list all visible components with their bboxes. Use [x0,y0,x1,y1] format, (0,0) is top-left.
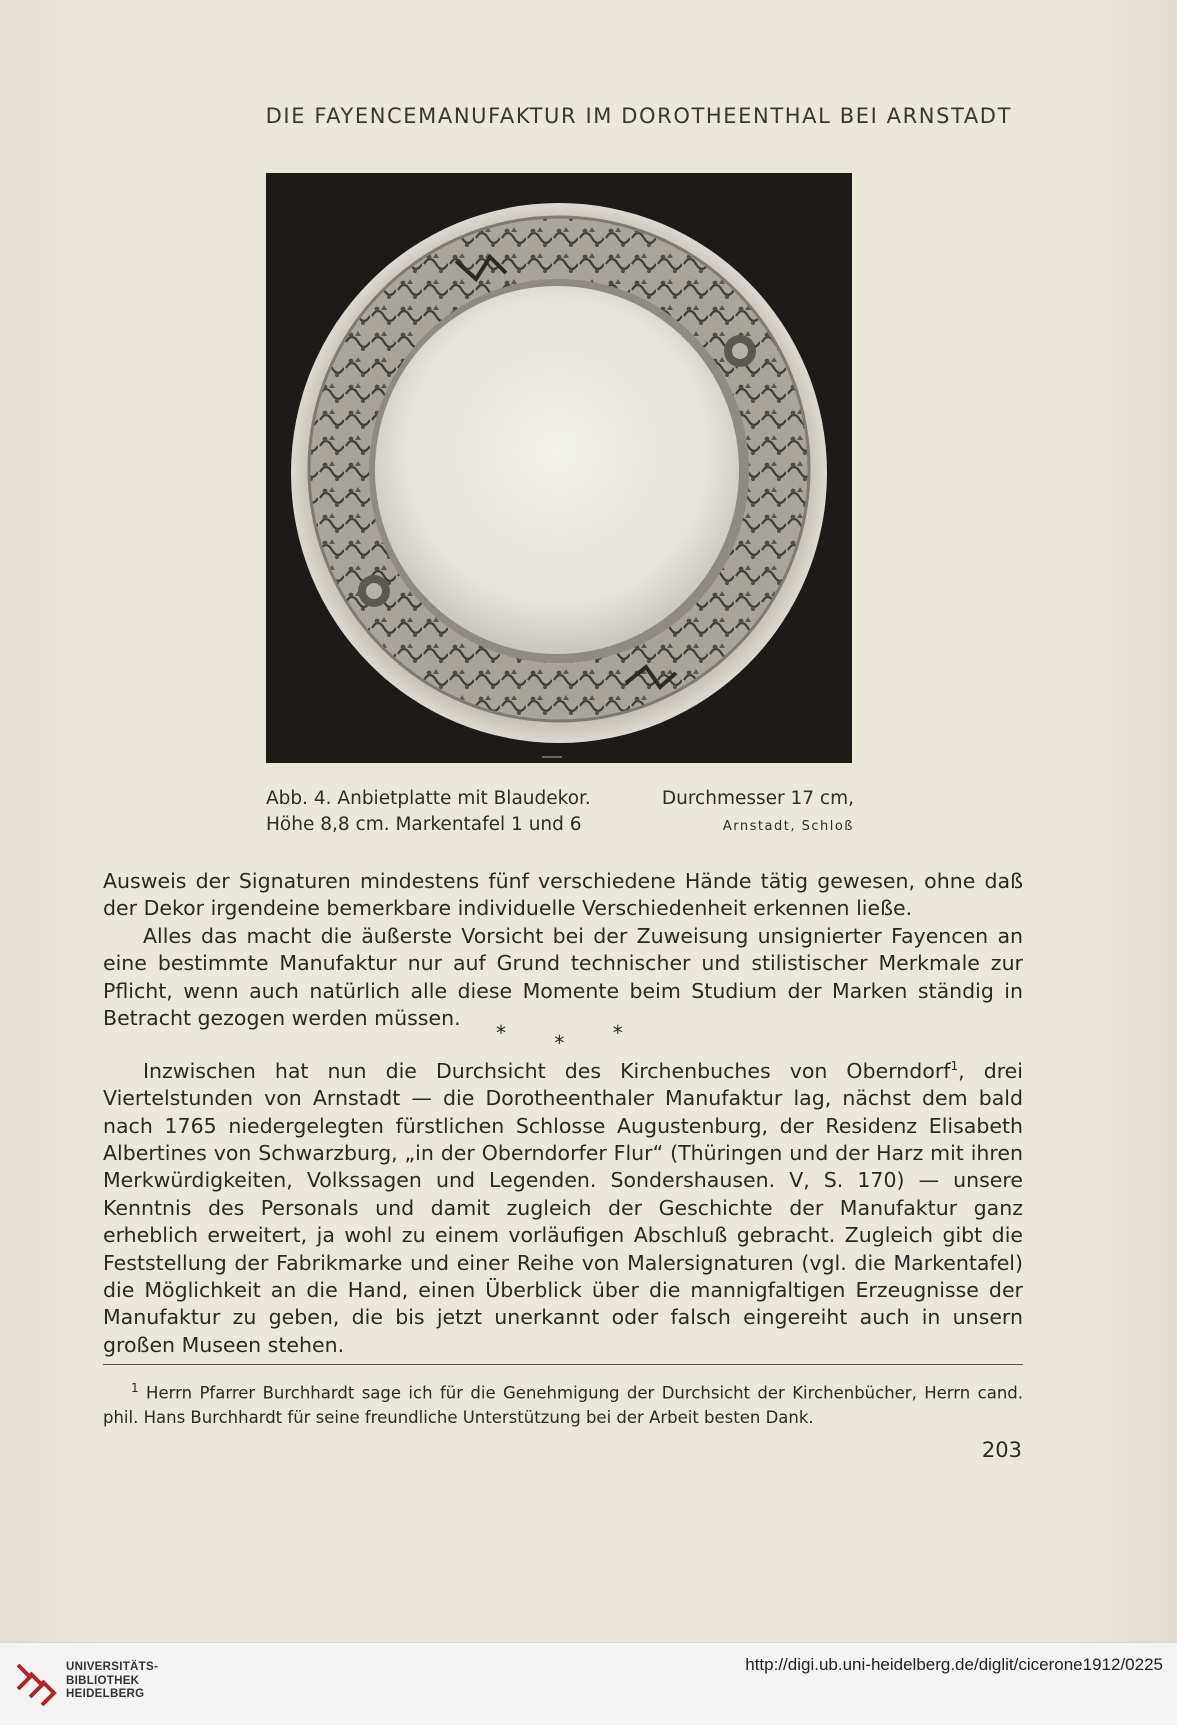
caption-location: Arnstadt, Schloß [722,819,854,834]
library-name-line: HEIDELBERG [66,1688,145,1700]
library-name [66,1661,158,1702]
caption-line2-left: Höhe 8,8 cm. Markentafel 1 und 6 [266,814,582,835]
caption-line1-left: Abb. 4. Anbietplatte mit Blaudekor. [266,788,591,809]
paragraph-3-start: Inzwischen hat nun die Durchsicht des Kirchenbuches von Oberndorf [143,1058,951,1083]
paragraph-3 [103,1053,1023,1359]
source-url-link[interactable]: http://digi.ub.uni-heidelberg.de/diglit/cicerone1912/0225 [745,1655,1163,1674]
footnote-rule [103,1364,1023,1365]
paragraph-1: Ausweis der Signaturen mindestens fünf verschiedene Hände tätig gewesen, ohne daß der Dekor irgendeine bemerkbare individuelle Verschiedenheit erkennen ließe. [103,869,1023,921]
body-text-continued [103,1053,1023,1359]
section-separator [496,1021,623,1055]
footnote-mark: 1 [131,1381,139,1395]
library-name-line: BIBLIOTHEK [66,1674,140,1687]
paragraph-2: Alles das macht die äußerste Vorsicht bei der Zuweisung unsignierter Fayencen an eine bestimmte Manufaktur nur auf Grund technischer und stilistischer Merkmale zur Pflicht, wenn auch natürlich alle diese Momente beim Studium der Marken ständig in Betracht gezogen werden müssen. [103,923,1023,1031]
asterisk: * [612,1021,623,1045]
asterisk: * [554,1031,565,1055]
asterisk: * [496,1021,506,1045]
footnote-reference[interactable]: 1 [950,1059,959,1073]
viewer-footer [0,1642,1177,1725]
footnote-body: Herrn Pfarrer Burchhardt sage ich für die Genehmigung der Durchsicht der Kirchenbücher, Herrn cand. phil. Hans Burchhardt für seine freundliche Unterstützung bei der Arbeit besten Dank. [103,1383,1023,1427]
figure-caption [266,786,854,838]
library-name-line: UNIVERSITÄTS- [66,1661,159,1673]
caption-line1-right: Durchmesser 17 cm, [661,788,854,809]
footnote-text [103,1376,1023,1430]
paragraph-3-rest: , drei Viertelstunden von Arnstadt — die Dorotheenthaler Manufaktur lag, nächst dem bald nach 1765 niedergelegten fürstlichen Schlosse Augustenburg, der Residenz Elisabeth Albertines von Schwarzburg, „in der Oberndorfer Flur“ (Thüringen und der Harz mit ihren Merkwürdigkeiten, Volkssagen und Legenden. Sondershausen. V, S. 170) — unsere Kenntnis des Personals und damit zugleich der Geschichte der Manufaktur ganz erheblich erweitert, ja wohl zu einem vorläufigen Abschluß gebracht. Zugleich gibt die Feststellung der Fabrikmarke und einer Reihe von Malersignaturen (vgl. die Markentafel) die Möglichkeit an die Hand, einen Überblick über die mannigfaltigen Erzeugnisse der Manufaktur zu geben, die bis jetzt unerkannt oder falsch eingereiht auch in unsern großen Museen stehen. [103,1058,1023,1357]
footnote [103,1376,1023,1430]
plate-photo [266,173,852,763]
page-number: 203 [981,1438,1022,1462]
running-head: DIE FAYENCEMANUFAKTUR IM DOROTHEENTHAL BEI ARNSTADT [265,104,1012,128]
library-logo-icon[interactable] [14,1661,58,1709]
body-text [103,868,1023,1032]
plate-image [266,173,852,763]
